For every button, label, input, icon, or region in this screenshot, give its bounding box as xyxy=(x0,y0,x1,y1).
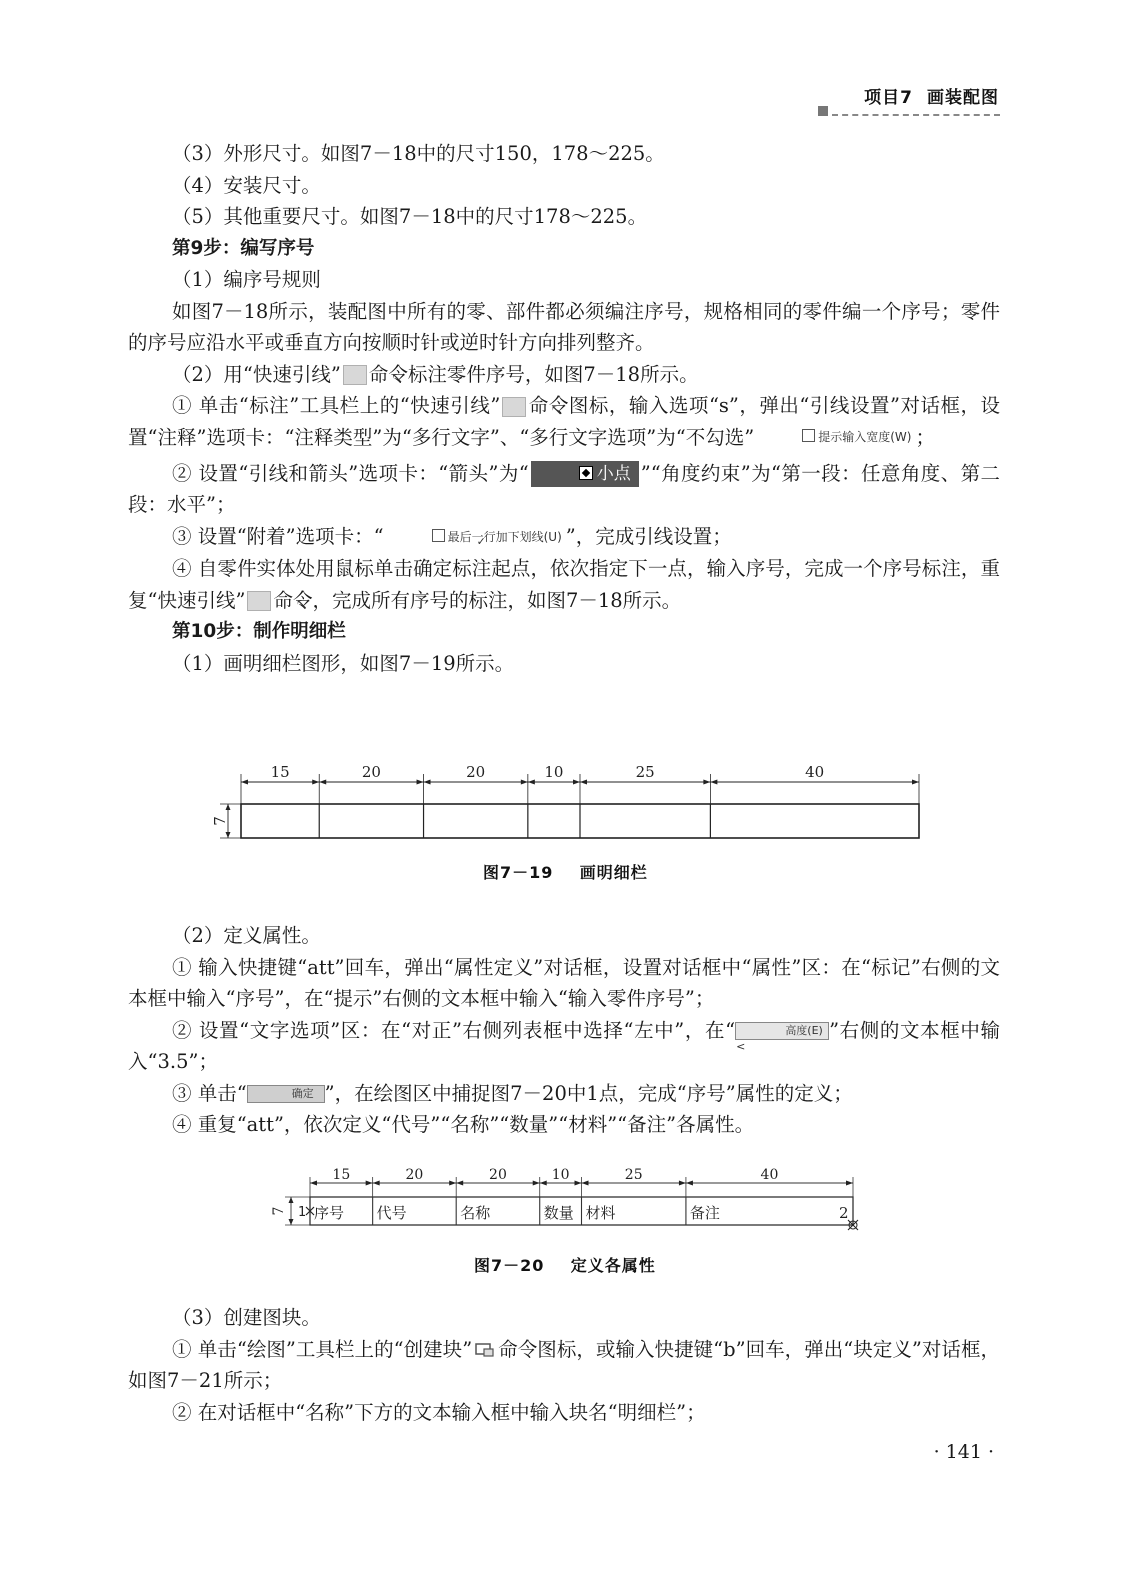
height-button-snippet: 高度(E) < xyxy=(735,1022,829,1040)
dimension-label: 7 xyxy=(271,1206,287,1216)
quick-leader-icon xyxy=(343,365,367,385)
quick-leader-icon xyxy=(502,397,526,417)
text-run: （2）用“快速引线” xyxy=(172,362,341,386)
figure-caption xyxy=(483,860,648,883)
dimension-arrow xyxy=(424,780,431,785)
dimension-arrow xyxy=(366,1181,373,1186)
dimension-label: 15 xyxy=(332,1167,351,1183)
fig19-drawing xyxy=(211,763,919,838)
figure-7-20 xyxy=(260,1162,870,1238)
header-section: 项目7 xyxy=(864,88,913,108)
paragraph: （1）编序号规则 xyxy=(172,268,321,291)
paragraph: ① 输入快捷键“att”回车，弹出“属性定义”对话框，设置对话框中“属性”区：在“标记”右侧的文本框中输入“序号”，在“提示”右侧的文本框中输入“输入零件序号”； xyxy=(128,955,1000,1010)
figure-7-19 xyxy=(200,762,930,852)
text-run: 命令图标，输入选项“s”，弹出“引线设置”对话框，设置“注释”选项卡：“注释类型”为“多行文字”、“多行文字选项”为“不勾选” xyxy=(128,394,1000,449)
dimension-arrow xyxy=(319,780,326,785)
dimension-arrow xyxy=(703,780,710,785)
dimension-arrow xyxy=(573,780,580,785)
create-block-icon xyxy=(474,1341,496,1359)
dimension-arrow xyxy=(417,780,424,785)
dimension-arrow xyxy=(679,1181,686,1186)
page-number: · 141 · xyxy=(933,1441,994,1463)
text-run: ”，完成引线设置； xyxy=(565,524,732,548)
caption-title: 画明细栏 xyxy=(579,863,648,882)
dimension-label: 15 xyxy=(270,763,290,781)
width-checkbox-snippet xyxy=(758,422,911,454)
dimension-label: 20 xyxy=(466,763,486,781)
paragraph: （5）其他重要尺寸。如图7－18中的尺寸178～225。 xyxy=(172,205,648,228)
text-run: ① 单击“标注”工具栏上的“快速引线” xyxy=(172,394,501,417)
paragraph xyxy=(128,1015,1000,1078)
body-text-3 xyxy=(128,1302,1000,1428)
paragraph: （3）外形尺寸。如图7－18中的尺寸150，178～225。 xyxy=(172,142,665,165)
arrow-dot-snippet xyxy=(531,461,639,487)
attribute-cell-label: 备注 xyxy=(689,1204,720,1222)
unchecked-box-icon xyxy=(802,429,815,442)
caption-number: 图7－19 xyxy=(483,863,554,882)
caption-title: 定义各属性 xyxy=(570,1256,656,1275)
paragraph: （2）定义属性。 xyxy=(172,924,321,947)
paragraph: 如图7－18所示，装配图中所有的零、部件都必须编注序号，规格相同的零件编一个序号；零件的序号应沿水平或垂直方向按顺时针或逆时针方向排列整齐。 xyxy=(128,299,1000,354)
paragraph xyxy=(128,458,1000,521)
dimension-arrow xyxy=(310,1181,317,1186)
body-text-2 xyxy=(128,920,1000,1141)
dimension-arrow xyxy=(521,780,528,785)
dimension-label: 40 xyxy=(760,1167,779,1183)
attribute-cell-label: 名称 xyxy=(460,1204,491,1222)
dimension-label: 25 xyxy=(635,763,655,781)
attribute-cell-label: 材料 xyxy=(585,1204,616,1222)
paragraph: （3）创建图块。 xyxy=(172,1306,321,1329)
dimension-arrow xyxy=(912,780,919,785)
dimension-arrow xyxy=(373,1181,380,1186)
quick-leader-icon xyxy=(247,591,271,611)
paragraph xyxy=(128,359,1000,391)
dimension-label: 25 xyxy=(624,1167,643,1183)
paragraph xyxy=(128,1078,1000,1110)
step-heading: 第10步：制作明细栏 xyxy=(172,621,346,642)
running-header xyxy=(864,83,999,108)
text-run: ② 设置“引线和箭头”选项卡：“箭头”为“ xyxy=(172,461,529,485)
dimension-arrow xyxy=(289,1219,294,1225)
dimension-arrow xyxy=(575,1181,582,1186)
text-run: ”右侧的文本框中输入“3.5”； xyxy=(128,1018,1000,1073)
paragraph xyxy=(128,553,1000,616)
paragraph xyxy=(128,521,1000,553)
paragraph xyxy=(128,390,1000,454)
dimension-label: 10 xyxy=(544,763,564,781)
dimension-arrow xyxy=(289,1197,294,1203)
dimension-arrow xyxy=(456,1181,463,1186)
dimension-label: 7 xyxy=(211,816,229,826)
text-run: ② 设置“文字选项”区：在“对正”右侧列表框中选择“左中”，在“ xyxy=(172,1018,736,1042)
attribute-cell-label: 序号 xyxy=(314,1204,345,1222)
body-text xyxy=(128,138,1000,679)
paragraph: ④ 重复“att”，依次定义“代号”“名称”“数量”“材料”“备注”各属性。 xyxy=(172,1113,755,1136)
checkbox-label: 最后一行加下划线(U) xyxy=(447,529,562,544)
text-run: ”“角度约束”为“第一段：任意角度、第二段：水平”； xyxy=(128,461,1000,517)
dimension-arrow xyxy=(226,832,231,838)
dot-arrow-icon xyxy=(579,466,593,480)
dimension-label: 20 xyxy=(489,1167,507,1183)
step-heading: 第9步：编写序号 xyxy=(172,237,315,259)
underline-checkbox-snippet xyxy=(388,522,562,554)
text-run: ； xyxy=(915,425,935,449)
ok-button-snippet: 确定 xyxy=(247,1085,325,1103)
attribute-cell-label: 数量 xyxy=(543,1204,574,1222)
dimension-arrow xyxy=(449,1181,456,1186)
dimension-arrow xyxy=(241,780,248,785)
point-1-label: 1 xyxy=(298,1205,307,1220)
dimension-arrow xyxy=(580,780,587,785)
dimension-arrow xyxy=(540,1181,547,1186)
dimension-label: 20 xyxy=(361,763,381,781)
dimension-label: 20 xyxy=(405,1167,424,1183)
checkbox-label: 提示输入宽度(W) xyxy=(818,430,912,445)
dimension-arrow xyxy=(582,1181,589,1186)
dimension-arrow xyxy=(846,1181,853,1186)
text-run: 命令标注零件序号，如图7－18所示。 xyxy=(368,362,699,386)
caption-number: 图7－20 xyxy=(474,1256,545,1275)
checked-box-icon xyxy=(432,529,445,542)
dimension-arrow xyxy=(533,1181,540,1186)
dimension-arrow xyxy=(528,780,535,785)
attribute-cell-label: 代号 xyxy=(376,1204,407,1222)
text-run: ”，在绘图区中捕捉图7－20中1点，完成“序号”属性的定义； xyxy=(324,1081,853,1105)
dimension-arrow xyxy=(686,1181,693,1186)
text-run: 命令，完成所有序号的标注，如图7－18所示。 xyxy=(273,588,682,612)
dimension-label: 10 xyxy=(551,1167,570,1183)
arrow-option-label: 小点 xyxy=(596,464,631,485)
header-rule xyxy=(818,106,1000,116)
text-run: ③ 单击“ xyxy=(172,1081,247,1105)
paragraph: （4）安装尺寸。 xyxy=(172,173,321,197)
text-run: ④ 自零件实体处用鼠标单击确定标注起点，依次指定下一点，输入序号，完成一个序号标注，重复“快速引线” xyxy=(128,557,1000,612)
text-run: ③ 设置“附着”选项卡：“ xyxy=(172,524,384,548)
dimension-arrow xyxy=(710,780,717,785)
dimension-arrow xyxy=(312,780,319,785)
header-title: 画装配图 xyxy=(927,88,999,108)
paragraph xyxy=(128,1334,1000,1397)
text-run: ① 单击“绘图”工具栏上的“创建块” xyxy=(172,1337,473,1361)
point-2-label: 2 xyxy=(839,1204,849,1222)
dimension-label: 40 xyxy=(805,763,825,781)
fig20-drawing xyxy=(271,1167,858,1230)
figure-caption xyxy=(474,1253,656,1276)
dimension-arrow xyxy=(226,804,231,810)
paragraph: ② 在对话框中“名称”下方的文本输入框中输入块名“明细栏”； xyxy=(172,1400,706,1424)
text-run: 命令图标，或输入快捷键“b”回车，弹出“块定义”对话框，如图7－21所示； xyxy=(128,1337,1001,1392)
paragraph: （1）画明细栏图形，如图7－19所示。 xyxy=(172,651,515,675)
